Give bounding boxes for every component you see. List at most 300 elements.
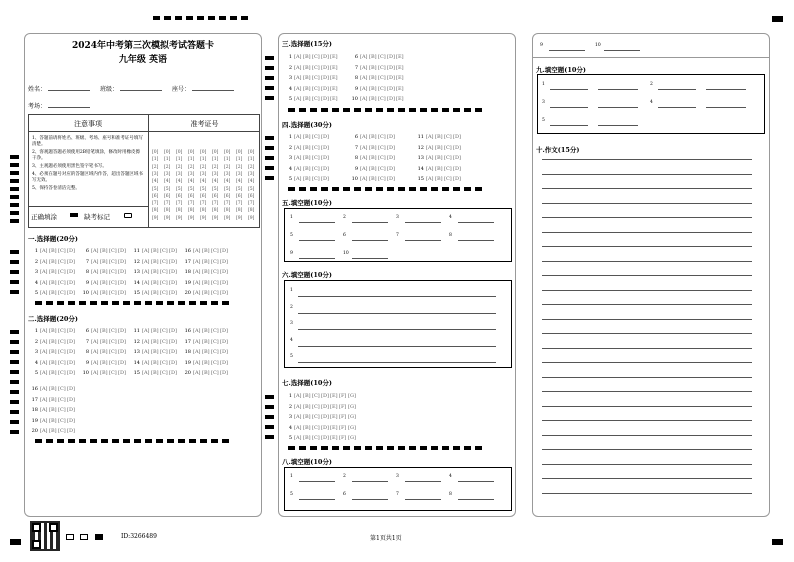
option-bubble[interactable]: [A] bbox=[91, 269, 99, 275]
option-bubble[interactable]: [D] bbox=[67, 290, 75, 296]
option-bubble[interactable]: [B] bbox=[100, 338, 108, 345]
exam-id-bubble[interactable]: [5] bbox=[176, 186, 183, 192]
question-2[interactable] bbox=[30, 338, 76, 346]
exam-id-bubble[interactable]: [0] bbox=[248, 150, 255, 155]
option-bubble[interactable]: [D] bbox=[453, 176, 461, 182]
option-bubble[interactable]: [A] bbox=[360, 85, 368, 92]
essay-line[interactable] bbox=[542, 246, 752, 247]
option-bubble[interactable]: [A] bbox=[426, 165, 434, 172]
option-bubble[interactable]: [C] bbox=[312, 64, 320, 71]
option-bubble[interactable]: [C] bbox=[109, 248, 117, 254]
question-9[interactable] bbox=[81, 279, 127, 287]
option-bubble[interactable]: [D] bbox=[169, 338, 177, 345]
option-bubble[interactable]: [B] bbox=[202, 258, 210, 265]
option-bubble[interactable]: [C] bbox=[58, 359, 66, 366]
option-bubble[interactable]: [E] bbox=[396, 54, 404, 60]
option-bubble[interactable]: [D] bbox=[321, 134, 329, 140]
question-7[interactable] bbox=[350, 144, 396, 152]
question-10[interactable] bbox=[350, 175, 396, 183]
option-bubble[interactable]: [D] bbox=[67, 359, 75, 366]
option-bubble[interactable]: [A] bbox=[40, 359, 48, 366]
essay-line[interactable] bbox=[542, 464, 752, 465]
exam-id-bubble[interactable]: [2] bbox=[248, 164, 255, 170]
question-12[interactable] bbox=[416, 144, 462, 152]
exam-id-bubble[interactable]: [9] bbox=[224, 215, 231, 221]
exam-id-bubble[interactable]: [8] bbox=[188, 208, 195, 214]
option-bubble[interactable]: [D] bbox=[169, 370, 177, 376]
question-2[interactable] bbox=[284, 64, 339, 72]
question-4[interactable] bbox=[284, 165, 330, 173]
option-bubble[interactable]: [D] bbox=[169, 328, 177, 334]
exam-id-bubble[interactable]: [4] bbox=[224, 179, 231, 185]
question-2[interactable] bbox=[284, 144, 330, 152]
blank-line[interactable] bbox=[352, 481, 388, 482]
option-bubble[interactable]: [C] bbox=[160, 258, 168, 265]
absent-checkbox[interactable] bbox=[124, 213, 132, 218]
option-bubble[interactable]: [G] bbox=[348, 393, 356, 399]
exam-id-bubble[interactable]: [4] bbox=[164, 179, 171, 185]
question-5[interactable] bbox=[284, 175, 330, 183]
option-bubble[interactable]: [A] bbox=[294, 435, 302, 441]
writing-line[interactable] bbox=[298, 296, 496, 297]
exam-id-bubble[interactable]: [2] bbox=[152, 164, 159, 170]
exam-id-bubble[interactable]: [8] bbox=[212, 208, 219, 214]
option-bubble[interactable]: [B] bbox=[369, 64, 377, 71]
option-bubble[interactable]: [C] bbox=[58, 396, 66, 403]
question-11[interactable] bbox=[132, 247, 178, 255]
option-bubble[interactable]: [C] bbox=[58, 386, 66, 392]
option-bubble[interactable]: [A] bbox=[193, 338, 201, 345]
option-bubble[interactable]: [F] bbox=[339, 393, 347, 399]
question-20[interactable] bbox=[183, 369, 229, 377]
option-bubble[interactable]: [B] bbox=[49, 407, 57, 413]
option-bubble[interactable]: [A] bbox=[91, 290, 99, 296]
question-9[interactable] bbox=[350, 85, 405, 93]
essay-line[interactable] bbox=[542, 290, 752, 291]
option-bubble[interactable]: [A] bbox=[360, 134, 368, 140]
blank-line[interactable] bbox=[549, 50, 585, 51]
option-bubble[interactable]: [D] bbox=[169, 269, 177, 275]
option-bubble[interactable]: [D] bbox=[220, 279, 228, 286]
blank-line[interactable] bbox=[299, 499, 335, 500]
option-bubble[interactable]: [A] bbox=[193, 359, 201, 366]
exam-id-bubble[interactable]: [6] bbox=[176, 193, 183, 199]
option-bubble[interactable]: [A] bbox=[426, 155, 434, 161]
option-bubble[interactable]: [D] bbox=[387, 176, 395, 182]
exam-id-bubble[interactable]: [0] bbox=[200, 150, 207, 155]
option-bubble[interactable]: [B] bbox=[151, 248, 159, 254]
blank-line[interactable] bbox=[352, 240, 388, 241]
option-bubble[interactable]: [A] bbox=[40, 386, 48, 392]
exam-id-bubble[interactable]: [2] bbox=[212, 164, 219, 170]
exam-id-bubble[interactable]: [0] bbox=[236, 150, 243, 155]
option-bubble[interactable]: [D] bbox=[169, 349, 177, 355]
option-bubble[interactable]: [E] bbox=[330, 435, 338, 441]
option-bubble[interactable]: [A] bbox=[360, 155, 368, 161]
option-bubble[interactable]: [B] bbox=[100, 349, 108, 355]
exam-id-bubble[interactable]: [7] bbox=[200, 201, 207, 207]
option-bubble[interactable]: [E] bbox=[396, 85, 404, 92]
option-bubble[interactable]: [B] bbox=[49, 258, 57, 265]
option-bubble[interactable]: [D] bbox=[453, 165, 461, 172]
exam-id-bubble[interactable]: [7] bbox=[188, 201, 195, 207]
option-bubble[interactable]: [B] bbox=[303, 424, 311, 431]
option-bubble[interactable]: [C] bbox=[378, 134, 386, 140]
essay-line[interactable] bbox=[542, 203, 752, 204]
exam-id-bubble[interactable]: [0] bbox=[188, 150, 195, 155]
option-bubble[interactable]: [A] bbox=[426, 176, 434, 182]
essay-line[interactable] bbox=[542, 232, 752, 233]
option-bubble[interactable]: [D] bbox=[118, 290, 126, 296]
option-bubble[interactable]: [A] bbox=[40, 396, 48, 403]
option-bubble[interactable]: [B] bbox=[303, 155, 311, 161]
blank-line[interactable] bbox=[550, 125, 588, 126]
option-bubble[interactable]: [D] bbox=[67, 269, 75, 275]
option-bubble[interactable]: [A] bbox=[40, 290, 48, 296]
option-bubble[interactable]: [A] bbox=[294, 414, 302, 420]
exam-id-bubble[interactable]: [0] bbox=[224, 150, 231, 155]
exam-id-bubble[interactable]: [4] bbox=[200, 179, 207, 185]
option-bubble[interactable]: [D] bbox=[118, 349, 126, 355]
option-bubble[interactable]: [F] bbox=[339, 414, 347, 420]
option-bubble[interactable]: [A] bbox=[360, 54, 368, 60]
option-bubble[interactable]: [A] bbox=[294, 54, 302, 60]
option-bubble[interactable]: [C] bbox=[58, 349, 66, 355]
option-bubble[interactable]: [C] bbox=[378, 176, 386, 182]
option-bubble[interactable]: [B] bbox=[369, 176, 377, 182]
option-bubble[interactable]: [C] bbox=[444, 165, 452, 172]
option-bubble[interactable]: [D] bbox=[321, 54, 329, 60]
blank-line[interactable] bbox=[405, 240, 441, 241]
option-bubble[interactable]: [C] bbox=[378, 75, 386, 81]
option-bubble[interactable]: [D] bbox=[220, 349, 228, 355]
option-bubble[interactable]: [D] bbox=[321, 85, 329, 92]
question-4[interactable] bbox=[30, 279, 76, 287]
option-bubble[interactable]: [C] bbox=[444, 144, 452, 151]
option-bubble[interactable]: [C] bbox=[109, 290, 117, 296]
seat-field[interactable] bbox=[192, 90, 234, 91]
option-bubble[interactable]: [D] bbox=[169, 290, 177, 296]
option-bubble[interactable]: [B] bbox=[369, 155, 377, 161]
option-bubble[interactable]: [D] bbox=[321, 403, 329, 410]
option-bubble[interactable]: [D] bbox=[321, 414, 329, 420]
option-bubble[interactable]: [C] bbox=[444, 155, 452, 161]
option-bubble[interactable]: [C] bbox=[160, 269, 168, 275]
question-15[interactable] bbox=[132, 289, 178, 297]
option-bubble[interactable]: [C] bbox=[58, 248, 66, 254]
question-1[interactable] bbox=[284, 133, 330, 141]
question-6[interactable] bbox=[81, 247, 127, 255]
question-14[interactable] bbox=[132, 359, 178, 367]
option-bubble[interactable]: [A] bbox=[193, 248, 201, 254]
exam-id-bubble[interactable]: [5] bbox=[248, 186, 255, 192]
option-bubble[interactable]: [B] bbox=[151, 269, 159, 275]
question-11[interactable] bbox=[132, 327, 178, 335]
essay-line[interactable] bbox=[542, 493, 752, 494]
name-field[interactable] bbox=[48, 90, 90, 91]
option-bubble[interactable]: [C] bbox=[109, 359, 117, 366]
option-bubble[interactable]: [B] bbox=[202, 248, 210, 254]
essay-line[interactable] bbox=[542, 406, 752, 407]
essay-line[interactable] bbox=[542, 435, 752, 436]
option-bubble[interactable]: [A] bbox=[142, 258, 150, 265]
option-bubble[interactable]: [C] bbox=[378, 64, 386, 71]
exam-id-bubble[interactable]: [8] bbox=[236, 208, 243, 214]
option-bubble[interactable]: [F] bbox=[339, 435, 347, 441]
option-bubble[interactable]: [C] bbox=[378, 165, 386, 172]
option-bubble[interactable]: [A] bbox=[142, 279, 150, 286]
option-bubble[interactable]: [B] bbox=[303, 85, 311, 92]
option-bubble[interactable]: [E] bbox=[330, 64, 338, 71]
exam-id-bubble[interactable]: [1] bbox=[248, 157, 255, 163]
exam-id-bubble[interactable]: [3] bbox=[164, 171, 171, 177]
option-bubble[interactable]: [A] bbox=[193, 279, 201, 286]
option-bubble[interactable]: [D] bbox=[118, 269, 126, 275]
question-15[interactable] bbox=[132, 369, 178, 377]
option-bubble[interactable]: [B] bbox=[49, 396, 57, 403]
exam-id-bubble[interactable]: [8] bbox=[176, 208, 183, 214]
exam-id-bubble[interactable]: [9] bbox=[248, 215, 255, 221]
option-bubble[interactable]: [A] bbox=[40, 407, 48, 413]
question-3[interactable] bbox=[30, 348, 76, 356]
room-field[interactable] bbox=[48, 107, 90, 108]
essay-line[interactable] bbox=[542, 420, 752, 421]
question-18[interactable] bbox=[183, 268, 229, 276]
option-bubble[interactable]: [B] bbox=[49, 328, 57, 334]
option-bubble[interactable]: [D] bbox=[387, 64, 395, 71]
question-17[interactable] bbox=[183, 338, 229, 346]
exam-id-bubble[interactable]: [1] bbox=[200, 157, 207, 163]
question-5[interactable] bbox=[30, 289, 76, 297]
option-bubble[interactable]: [F] bbox=[339, 403, 347, 410]
option-bubble[interactable]: [A] bbox=[193, 290, 201, 296]
question-6[interactable] bbox=[81, 327, 127, 335]
option-bubble[interactable]: [A] bbox=[142, 370, 150, 376]
option-bubble[interactable]: [D] bbox=[321, 75, 329, 81]
option-bubble[interactable]: [A] bbox=[142, 359, 150, 366]
option-bubble[interactable]: [C] bbox=[58, 428, 66, 434]
option-bubble[interactable]: [E] bbox=[330, 403, 338, 410]
option-bubble[interactable]: [E] bbox=[330, 96, 338, 102]
exam-id-bubble[interactable]: [1] bbox=[164, 157, 171, 163]
essay-line[interactable] bbox=[542, 188, 752, 189]
option-bubble[interactable]: [C] bbox=[312, 414, 320, 420]
exam-id-bubble[interactable]: [3] bbox=[212, 171, 219, 177]
option-bubble[interactable]: [A] bbox=[294, 165, 302, 172]
question-3[interactable] bbox=[284, 413, 357, 421]
option-bubble[interactable]: [B] bbox=[49, 370, 57, 376]
option-bubble[interactable]: [B] bbox=[49, 269, 57, 275]
option-bubble[interactable]: [C] bbox=[58, 407, 66, 413]
option-bubble[interactable]: [A] bbox=[40, 338, 48, 345]
option-bubble[interactable]: [D] bbox=[118, 359, 126, 366]
class-field[interactable] bbox=[120, 90, 162, 91]
option-bubble[interactable]: [E] bbox=[330, 414, 338, 420]
option-bubble[interactable]: [C] bbox=[58, 417, 66, 424]
essay-line[interactable] bbox=[542, 304, 752, 305]
option-bubble[interactable]: [A] bbox=[91, 349, 99, 355]
question-16[interactable] bbox=[30, 385, 76, 393]
exam-id-bubble[interactable]: [6] bbox=[188, 193, 195, 199]
question-6[interactable] bbox=[350, 53, 405, 61]
option-bubble[interactable]: [A] bbox=[91, 248, 99, 254]
option-bubble[interactable]: [G] bbox=[348, 435, 356, 441]
option-bubble[interactable]: [B] bbox=[435, 144, 443, 151]
exam-id-bubble[interactable]: [3] bbox=[248, 171, 255, 177]
option-bubble[interactable]: [B] bbox=[369, 134, 377, 140]
blank-line[interactable] bbox=[598, 107, 638, 108]
option-bubble[interactable]: [B] bbox=[49, 279, 57, 286]
essay-line[interactable] bbox=[542, 348, 752, 349]
option-bubble[interactable]: [C] bbox=[109, 338, 117, 345]
question-17[interactable] bbox=[30, 396, 76, 404]
option-bubble[interactable]: [D] bbox=[387, 85, 395, 92]
blank-line[interactable] bbox=[299, 222, 335, 223]
exam-id-bubble[interactable]: [1] bbox=[188, 157, 195, 163]
option-bubble[interactable]: [C] bbox=[109, 279, 117, 286]
exam-id-bubble[interactable]: [9] bbox=[188, 215, 195, 221]
question-16[interactable] bbox=[183, 247, 229, 255]
option-bubble[interactable]: [B] bbox=[303, 64, 311, 71]
option-bubble[interactable]: [C] bbox=[312, 435, 320, 441]
question-9[interactable] bbox=[81, 359, 127, 367]
blank-line[interactable] bbox=[299, 481, 335, 482]
option-bubble[interactable]: [A] bbox=[91, 338, 99, 345]
option-bubble[interactable]: [B] bbox=[100, 279, 108, 286]
option-bubble[interactable]: [C] bbox=[378, 54, 386, 60]
option-bubble[interactable]: [B] bbox=[202, 359, 210, 366]
essay-line[interactable] bbox=[542, 217, 752, 218]
exam-id-bubble[interactable]: [5] bbox=[200, 186, 207, 192]
option-bubble[interactable]: [E] bbox=[330, 424, 338, 431]
option-bubble[interactable]: [A] bbox=[360, 75, 368, 81]
option-bubble[interactable]: [E] bbox=[396, 64, 404, 71]
question-4[interactable] bbox=[284, 424, 357, 432]
exam-id-bubble[interactable]: [6] bbox=[212, 193, 219, 199]
exam-id-bubble[interactable]: [5] bbox=[188, 186, 195, 192]
option-bubble[interactable]: [B] bbox=[49, 386, 57, 392]
option-bubble[interactable]: [B] bbox=[303, 165, 311, 172]
option-bubble[interactable]: [B] bbox=[202, 269, 210, 275]
blank-line[interactable] bbox=[299, 258, 335, 259]
exam-id-bubble[interactable]: [7] bbox=[164, 201, 171, 207]
blank-line[interactable] bbox=[550, 107, 588, 108]
blank-line[interactable] bbox=[550, 89, 588, 90]
option-bubble[interactable]: [B] bbox=[49, 428, 57, 434]
option-bubble[interactable]: [D] bbox=[220, 359, 228, 366]
essay-line[interactable] bbox=[542, 174, 752, 175]
option-bubble[interactable]: [B] bbox=[435, 134, 443, 140]
option-bubble[interactable]: [B] bbox=[303, 414, 311, 420]
exam-id-bubble[interactable]: [7] bbox=[212, 201, 219, 207]
option-bubble[interactable]: [D] bbox=[220, 258, 228, 265]
option-bubble[interactable]: [B] bbox=[435, 176, 443, 182]
exam-id-bubble[interactable]: [9] bbox=[176, 215, 183, 221]
option-bubble[interactable]: [B] bbox=[151, 338, 159, 345]
option-bubble[interactable]: [A] bbox=[142, 269, 150, 275]
option-bubble[interactable]: [A] bbox=[40, 349, 48, 355]
question-7[interactable] bbox=[81, 258, 127, 266]
option-bubble[interactable]: [A] bbox=[294, 403, 302, 410]
option-bubble[interactable]: [B] bbox=[49, 417, 57, 424]
option-bubble[interactable]: [A] bbox=[91, 359, 99, 366]
question-10[interactable] bbox=[350, 95, 405, 103]
exam-id-bubble[interactable]: [0] bbox=[176, 150, 183, 155]
option-bubble[interactable]: [B] bbox=[100, 370, 108, 376]
option-bubble[interactable]: [A] bbox=[360, 144, 368, 151]
option-bubble[interactable]: [C] bbox=[160, 349, 168, 355]
option-bubble[interactable]: [A] bbox=[426, 144, 434, 151]
option-bubble[interactable]: [D] bbox=[220, 370, 228, 376]
option-bubble[interactable]: [B] bbox=[49, 359, 57, 366]
option-bubble[interactable]: [D] bbox=[387, 134, 395, 140]
exam-id-bubble[interactable]: [7] bbox=[152, 201, 159, 207]
option-bubble[interactable]: [B] bbox=[303, 54, 311, 60]
blank-line[interactable] bbox=[598, 125, 638, 126]
option-bubble[interactable]: [E] bbox=[396, 75, 404, 81]
blank-line[interactable] bbox=[405, 481, 441, 482]
exam-id-bubble[interactable]: [7] bbox=[224, 201, 231, 207]
exam-id-bubble[interactable]: [3] bbox=[188, 171, 195, 177]
option-bubble[interactable]: [B] bbox=[369, 144, 377, 151]
essay-line[interactable] bbox=[542, 159, 752, 160]
question-1[interactable] bbox=[30, 247, 76, 255]
blank-line[interactable] bbox=[299, 240, 335, 241]
blank-line[interactable] bbox=[706, 107, 746, 108]
option-bubble[interactable]: [B] bbox=[151, 328, 159, 334]
option-bubble[interactable]: [A] bbox=[193, 370, 201, 376]
option-bubble[interactable]: [C] bbox=[378, 144, 386, 151]
option-bubble[interactable]: [A] bbox=[294, 424, 302, 431]
question-9[interactable] bbox=[350, 165, 396, 173]
exam-id-bubble[interactable]: [9] bbox=[212, 215, 219, 221]
exam-id-bubble[interactable]: [4] bbox=[152, 179, 159, 185]
question-6[interactable] bbox=[350, 133, 396, 141]
option-bubble[interactable]: [A] bbox=[294, 134, 302, 140]
exam-id-bubble[interactable]: [4] bbox=[188, 179, 195, 185]
option-bubble[interactable]: [B] bbox=[151, 359, 159, 366]
blank-line[interactable] bbox=[405, 222, 441, 223]
option-bubble[interactable]: [C] bbox=[58, 279, 66, 286]
writing-line[interactable] bbox=[298, 346, 496, 347]
option-bubble[interactable]: [C] bbox=[312, 165, 320, 172]
option-bubble[interactable]: [D] bbox=[220, 328, 228, 334]
option-bubble[interactable]: [A] bbox=[142, 290, 150, 296]
option-bubble[interactable]: [D] bbox=[67, 349, 75, 355]
option-bubble[interactable]: [F] bbox=[339, 424, 347, 431]
writing-line[interactable] bbox=[298, 362, 496, 363]
option-bubble[interactable]: [B] bbox=[151, 349, 159, 355]
option-bubble[interactable]: [D] bbox=[321, 144, 329, 151]
exam-id-bubble[interactable]: [3] bbox=[236, 171, 243, 177]
option-bubble[interactable]: [B] bbox=[202, 338, 210, 345]
option-bubble[interactable]: [A] bbox=[91, 370, 99, 376]
question-8[interactable] bbox=[350, 74, 405, 82]
option-bubble[interactable]: [B] bbox=[202, 290, 210, 296]
option-bubble[interactable]: [C] bbox=[444, 176, 452, 182]
exam-id-bubble[interactable]: [4] bbox=[212, 179, 219, 185]
option-bubble[interactable]: [A] bbox=[142, 338, 150, 345]
option-bubble[interactable]: [G] bbox=[348, 424, 356, 431]
option-bubble[interactable]: [C] bbox=[58, 269, 66, 275]
option-bubble[interactable]: [C] bbox=[312, 393, 320, 399]
option-bubble[interactable]: [A] bbox=[40, 417, 48, 424]
option-bubble[interactable]: [D] bbox=[67, 396, 75, 403]
question-11[interactable] bbox=[416, 133, 462, 141]
exam-id-bubble[interactable]: [1] bbox=[236, 157, 243, 163]
option-bubble[interactable]: [C] bbox=[211, 338, 219, 345]
option-bubble[interactable]: [A] bbox=[91, 258, 99, 265]
